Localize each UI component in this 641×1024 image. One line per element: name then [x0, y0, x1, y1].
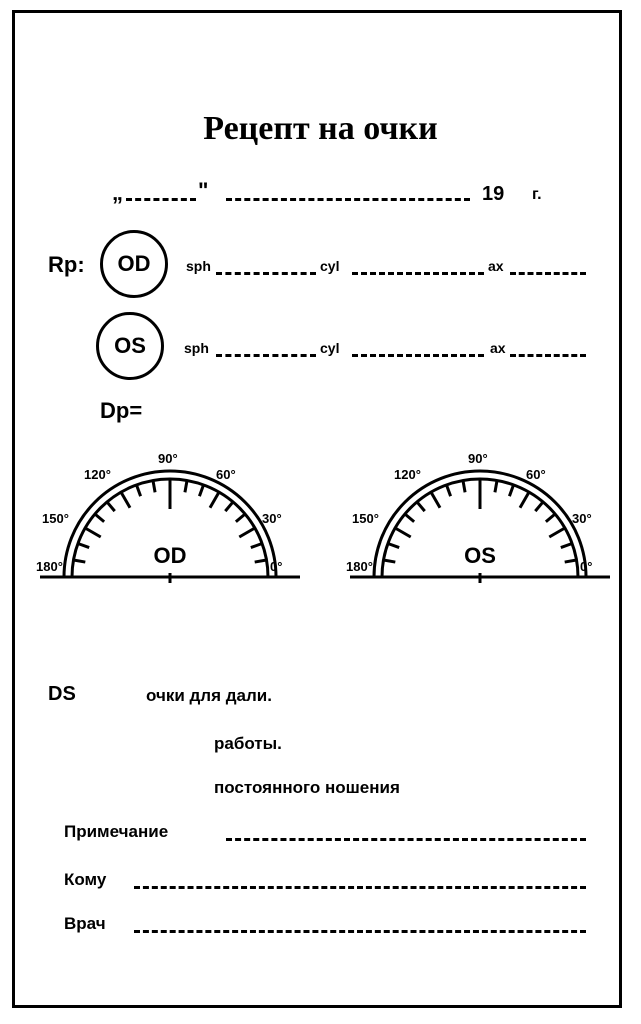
os-protractor-tick	[549, 528, 565, 537]
date-open-quote: „	[112, 180, 123, 205]
od-protractor-label: 0°	[270, 559, 283, 574]
od-eye-circle	[100, 230, 168, 298]
od-cyl-label: cyl	[320, 258, 340, 274]
os-eye-label: OS	[114, 333, 146, 358]
od-ax-label: ax	[488, 258, 504, 274]
od-protractor-tick	[107, 502, 115, 511]
od-protractor-label: 120°	[84, 467, 111, 482]
os-sph-label: sph	[184, 340, 209, 356]
os-protractor-eye-label: OS	[464, 543, 496, 568]
os-protractor-tick	[561, 543, 572, 547]
od-protractor-tick	[239, 528, 255, 537]
date-year: 19	[482, 183, 505, 205]
od-protractor-tick	[251, 543, 262, 547]
date-day-field[interactable]	[126, 198, 196, 201]
to-label: Кому	[64, 870, 107, 889]
note-field[interactable]	[226, 838, 586, 841]
os-protractor-tick	[463, 480, 465, 492]
date-close-quote: "	[198, 178, 209, 203]
os-protractor-tick	[405, 514, 414, 522]
doctor-field[interactable]	[134, 930, 586, 933]
od-protractor-tick	[85, 528, 101, 537]
os-protractor-tick	[535, 502, 543, 511]
od-ax-field[interactable]	[510, 272, 586, 275]
os-protractor-tick	[546, 514, 555, 522]
od-sph-label: sph	[186, 258, 211, 274]
os-protractor-tick	[431, 492, 440, 508]
od-protractor-tick	[185, 480, 187, 492]
rp-label: Rp:	[48, 252, 85, 277]
os-protractor-label: 150°	[352, 511, 379, 526]
os-ax-label: ax	[490, 340, 506, 356]
os-protractor-tick	[383, 560, 395, 562]
os-protractor-tick	[495, 480, 497, 492]
od-protractor-label: 30°	[262, 511, 282, 526]
os-sph-field[interactable]	[216, 354, 316, 357]
od-protractor-tick	[153, 480, 155, 492]
os-protractor-tick	[417, 502, 425, 511]
dp-label: Dp=	[100, 398, 143, 423]
os-protractor-tick	[520, 492, 529, 508]
os-protractor-tick	[446, 485, 450, 496]
od-cyl-field[interactable]	[352, 272, 484, 275]
od-protractor-label: 90°	[158, 451, 178, 466]
page-title: Рецепт на очки	[203, 110, 438, 147]
ds-option-distance[interactable]: очки для дали.	[146, 686, 272, 705]
od-protractor-label: 150°	[42, 511, 69, 526]
ds-option-work[interactable]: работы.	[214, 734, 282, 753]
ds-label: DS	[48, 683, 76, 705]
od-protractor-tick	[95, 514, 104, 522]
od-protractor-tick	[210, 492, 219, 508]
to-field[interactable]	[134, 886, 586, 889]
os-protractor-label: 180°	[346, 559, 373, 574]
os-cyl-field[interactable]	[352, 354, 484, 357]
od-protractor-tick	[78, 543, 89, 547]
date-month-field[interactable]	[226, 198, 470, 201]
os-protractor-tick	[388, 543, 399, 547]
od-protractor-tick	[73, 560, 85, 562]
os-protractor-tick	[509, 485, 513, 496]
note-label: Примечание	[64, 822, 169, 841]
od-protractor-tick	[236, 514, 245, 522]
od-protractor-tick	[199, 485, 203, 496]
os-ax-field[interactable]	[510, 354, 586, 357]
od-protractor-eye-label: OD	[153, 543, 187, 568]
od-sph-field[interactable]	[216, 272, 316, 275]
os-protractor-label: 90°	[468, 451, 488, 466]
os-cyl-label: cyl	[320, 340, 340, 356]
od-protractor-tick	[255, 560, 267, 562]
od-protractor-label: 180°	[36, 559, 63, 574]
od-protractor-tick	[225, 502, 233, 511]
os-protractor-tick	[395, 528, 411, 537]
os-protractor-label: 30°	[572, 511, 592, 526]
date-suffix: г.	[532, 186, 542, 203]
od-eye-label: OD	[117, 251, 151, 276]
os-eye-circle	[96, 312, 164, 380]
doctor-label: Врач	[64, 914, 106, 933]
ds-option-permanent[interactable]: постоянного ношения	[214, 778, 400, 797]
os-protractor-label: 120°	[394, 467, 421, 482]
os-protractor-label: 60°	[526, 467, 546, 482]
os-protractor-tick	[565, 560, 577, 562]
od-protractor-tick	[136, 485, 140, 496]
od-protractor-tick	[121, 492, 130, 508]
od-protractor-label: 60°	[216, 467, 236, 482]
os-protractor-label: 0°	[580, 559, 593, 574]
axis-protractors	[0, 440, 641, 600]
